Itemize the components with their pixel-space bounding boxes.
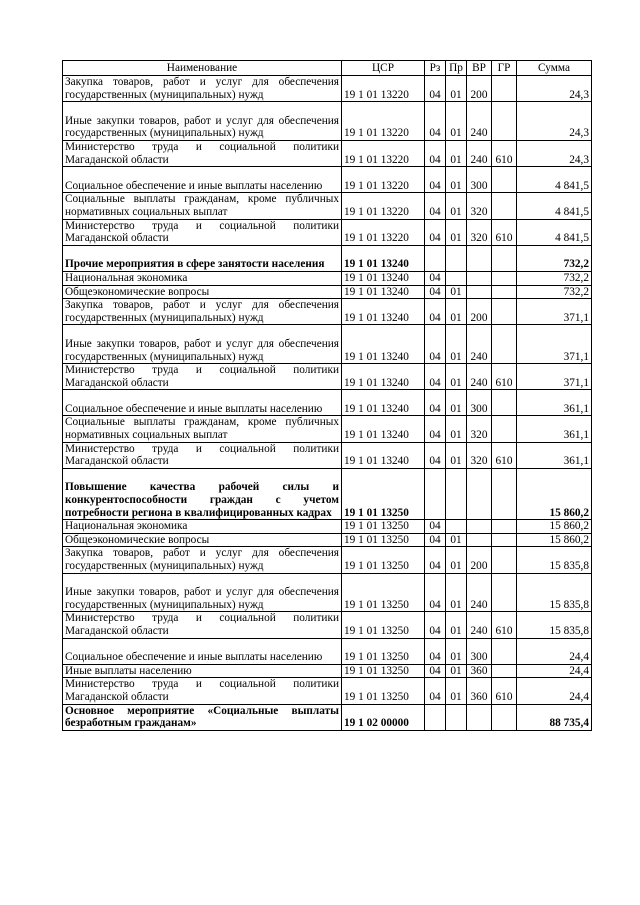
table-row — [63, 520, 592, 534]
row-vr — [467, 271, 492, 285]
row-gr — [492, 547, 517, 573]
row-vr — [467, 704, 492, 730]
row-sum: 24,3 — [517, 76, 592, 102]
row-csr: 19 1 01 13220 — [342, 167, 425, 193]
header-vr: ВР — [467, 61, 492, 76]
table-row — [63, 704, 592, 730]
row-rz: 04 — [425, 167, 446, 193]
row-sum: 371,1 — [517, 299, 592, 325]
row-sum: 361,1 — [517, 442, 592, 468]
row-sum: 24,3 — [517, 102, 592, 141]
row-name: Закупка товаров, работ и услуг для обеспечения государственных (муниципальных) нужд — [63, 547, 342, 573]
row-sum: 88 735,4 — [517, 704, 592, 730]
table-row — [63, 678, 592, 704]
budget-table — [62, 60, 592, 731]
row-pr: 01 — [446, 219, 467, 245]
row-sum: 732,2 — [517, 245, 592, 271]
table-row — [63, 285, 592, 299]
row-vr: 300 — [467, 390, 492, 416]
row-csr: 19 1 01 13220 — [342, 102, 425, 141]
table-row — [63, 245, 592, 271]
table-row — [63, 299, 592, 325]
table-body — [63, 76, 592, 731]
row-name: Министерство труда и социальной политики Магаданской области — [63, 140, 342, 166]
row-name: Повышение качества рабочей силы и конкурентоспособности граждан с учетом потребности региона в квалифицированных кадрах — [63, 468, 342, 519]
row-rz: 04 — [425, 219, 446, 245]
row-csr: 19 1 01 13240 — [342, 285, 425, 299]
row-rz — [425, 704, 446, 730]
row-vr: 240 — [467, 140, 492, 166]
table-row — [63, 167, 592, 193]
header-sum: Сумма — [517, 61, 592, 76]
row-csr: 19 1 01 13250 — [342, 664, 425, 678]
row-sum: 361,1 — [517, 416, 592, 442]
row-sum: 15 860,2 — [517, 533, 592, 547]
row-rz: 04 — [425, 325, 446, 364]
row-csr: 19 1 01 13250 — [342, 638, 425, 664]
row-rz: 04 — [425, 573, 446, 612]
row-gr — [492, 193, 517, 219]
row-gr — [492, 167, 517, 193]
row-sum: 15 860,2 — [517, 468, 592, 519]
row-rz: 04 — [425, 416, 446, 442]
row-vr: 240 — [467, 573, 492, 612]
row-pr: 01 — [446, 285, 467, 299]
row-gr: 610 — [492, 612, 517, 638]
row-pr: 01 — [446, 325, 467, 364]
header-row — [63, 61, 592, 76]
row-name: Иные закупки товаров, работ и услуг для обеспечения государственных (муниципальных) нужд — [63, 102, 342, 141]
row-vr — [467, 285, 492, 299]
row-name: Закупка товаров, работ и услуг для обеспечения государственных (муниципальных) нужд — [63, 299, 342, 325]
table-row — [63, 533, 592, 547]
row-sum: 24,4 — [517, 678, 592, 704]
row-vr: 300 — [467, 638, 492, 664]
row-gr: 610 — [492, 442, 517, 468]
row-rz: 04 — [425, 664, 446, 678]
row-rz: 04 — [425, 612, 446, 638]
row-pr — [446, 704, 467, 730]
row-pr: 01 — [446, 678, 467, 704]
row-pr — [446, 245, 467, 271]
row-gr — [492, 245, 517, 271]
table-row — [63, 573, 592, 612]
row-rz: 04 — [425, 193, 446, 219]
row-pr: 01 — [446, 193, 467, 219]
row-name: Общеэкономические вопросы — [63, 285, 342, 299]
row-rz: 04 — [425, 364, 446, 390]
row-name: Социальные выплаты гражданам, кроме публичных нормативных социальных выплат — [63, 193, 342, 219]
row-csr: 19 1 01 13250 — [342, 547, 425, 573]
row-gr — [492, 416, 517, 442]
row-csr: 19 1 01 13220 — [342, 76, 425, 102]
table-row — [63, 664, 592, 678]
row-pr: 01 — [446, 102, 467, 141]
row-rz: 04 — [425, 285, 446, 299]
row-pr — [446, 271, 467, 285]
row-name: Иные закупки товаров, работ и услуг для обеспечения государственных (муниципальных) нужд — [63, 573, 342, 612]
row-sum: 732,2 — [517, 285, 592, 299]
row-gr — [492, 704, 517, 730]
row-sum: 732,2 — [517, 271, 592, 285]
row-gr — [492, 299, 517, 325]
row-gr — [492, 573, 517, 612]
row-name: Министерство труда и социальной политики Магаданской области — [63, 219, 342, 245]
header-csr: ЦСР — [342, 61, 425, 76]
row-vr: 320 — [467, 416, 492, 442]
row-csr: 19 1 01 13220 — [342, 193, 425, 219]
row-sum: 4 841,5 — [517, 219, 592, 245]
row-name: Социальное обеспечение и иные выплаты населению — [63, 390, 342, 416]
row-name: Общеэкономические вопросы — [63, 533, 342, 547]
row-csr: 19 1 01 13240 — [342, 299, 425, 325]
row-csr: 19 1 02 00000 — [342, 704, 425, 730]
row-csr: 19 1 01 13240 — [342, 442, 425, 468]
row-gr — [492, 520, 517, 534]
row-sum: 15 835,8 — [517, 573, 592, 612]
table-row — [63, 325, 592, 364]
row-pr: 01 — [446, 612, 467, 638]
table-row — [63, 468, 592, 519]
row-pr: 01 — [446, 442, 467, 468]
row-rz: 04 — [425, 442, 446, 468]
table-row — [63, 140, 592, 166]
row-gr — [492, 325, 517, 364]
row-pr — [446, 520, 467, 534]
row-rz: 04 — [425, 520, 446, 534]
row-sum: 24,4 — [517, 638, 592, 664]
row-gr: 610 — [492, 678, 517, 704]
row-name: Министерство труда и социальной политики Магаданской области — [63, 442, 342, 468]
row-csr: 19 1 01 13240 — [342, 416, 425, 442]
row-csr: 19 1 01 13220 — [342, 219, 425, 245]
row-rz: 04 — [425, 678, 446, 704]
row-vr: 240 — [467, 102, 492, 141]
table-row — [63, 416, 592, 442]
row-pr: 01 — [446, 140, 467, 166]
row-vr — [467, 468, 492, 519]
row-vr: 320 — [467, 442, 492, 468]
row-csr: 19 1 01 13240 — [342, 390, 425, 416]
row-csr: 19 1 01 13220 — [342, 140, 425, 166]
row-csr: 19 1 01 13240 — [342, 271, 425, 285]
row-rz: 04 — [425, 638, 446, 664]
row-rz: 04 — [425, 140, 446, 166]
row-name: Национальная экономика — [63, 520, 342, 534]
row-sum: 15 835,8 — [517, 612, 592, 638]
row-gr — [492, 468, 517, 519]
row-gr — [492, 76, 517, 102]
row-name: Основное мероприятие «Социальные выплаты безработным гражданам» — [63, 704, 342, 730]
row-pr: 01 — [446, 416, 467, 442]
row-name: Социальные выплаты гражданам, кроме публичных нормативных социальных выплат — [63, 416, 342, 442]
row-gr: 610 — [492, 140, 517, 166]
row-vr: 300 — [467, 167, 492, 193]
row-sum: 15 835,8 — [517, 547, 592, 573]
row-rz — [425, 245, 446, 271]
row-sum: 4 841,5 — [517, 167, 592, 193]
row-name: Социальное обеспечение и иные выплаты населению — [63, 167, 342, 193]
row-pr: 01 — [446, 364, 467, 390]
row-vr: 320 — [467, 219, 492, 245]
row-sum: 24,4 — [517, 664, 592, 678]
table-row — [63, 193, 592, 219]
row-pr: 01 — [446, 573, 467, 612]
row-name: Социальное обеспечение и иные выплаты населению — [63, 638, 342, 664]
row-gr — [492, 102, 517, 141]
row-name: Закупка товаров, работ и услуг для обеспечения государственных (муниципальных) нужд — [63, 76, 342, 102]
row-rz: 04 — [425, 102, 446, 141]
row-pr: 01 — [446, 533, 467, 547]
row-rz: 04 — [425, 271, 446, 285]
row-pr: 01 — [446, 638, 467, 664]
row-sum: 15 860,2 — [517, 520, 592, 534]
row-csr: 19 1 01 13250 — [342, 520, 425, 534]
row-sum: 24,3 — [517, 140, 592, 166]
row-csr: 19 1 01 13250 — [342, 533, 425, 547]
row-vr: 240 — [467, 612, 492, 638]
row-pr: 01 — [446, 547, 467, 573]
table-row — [63, 219, 592, 245]
row-sum: 361,1 — [517, 390, 592, 416]
row-pr: 01 — [446, 167, 467, 193]
row-vr: 200 — [467, 299, 492, 325]
row-csr: 19 1 01 13240 — [342, 245, 425, 271]
row-csr: 19 1 01 13250 — [342, 612, 425, 638]
table-row — [63, 364, 592, 390]
row-vr — [467, 245, 492, 271]
row-sum: 371,1 — [517, 325, 592, 364]
row-csr: 19 1 01 13240 — [342, 325, 425, 364]
table-row — [63, 76, 592, 102]
row-sum: 4 841,5 — [517, 193, 592, 219]
table-row — [63, 102, 592, 141]
row-pr: 01 — [446, 664, 467, 678]
row-rz: 04 — [425, 547, 446, 573]
header-name: Наименование — [63, 61, 342, 76]
row-vr: 320 — [467, 193, 492, 219]
table-row — [63, 390, 592, 416]
table-row — [63, 442, 592, 468]
row-gr — [492, 533, 517, 547]
row-pr: 01 — [446, 299, 467, 325]
row-name: Национальная экономика — [63, 271, 342, 285]
row-gr: 610 — [492, 219, 517, 245]
row-rz: 04 — [425, 299, 446, 325]
row-vr — [467, 520, 492, 534]
row-csr: 19 1 01 13250 — [342, 468, 425, 519]
row-vr — [467, 533, 492, 547]
header-pr: Пр — [446, 61, 467, 76]
table-row — [63, 612, 592, 638]
row-name: Министерство труда и социальной политики Магаданской области — [63, 612, 342, 638]
row-csr: 19 1 01 13250 — [342, 678, 425, 704]
table-row — [63, 638, 592, 664]
row-vr: 200 — [467, 547, 492, 573]
row-name: Иные выплаты населению — [63, 664, 342, 678]
header-gr: ГР — [492, 61, 517, 76]
row-rz: 04 — [425, 390, 446, 416]
row-gr — [492, 638, 517, 664]
header-rz: Рз — [425, 61, 446, 76]
row-gr: 610 — [492, 364, 517, 390]
row-rz: 04 — [425, 76, 446, 102]
row-rz — [425, 468, 446, 519]
row-name: Министерство труда и социальной политики Магаданской области — [63, 364, 342, 390]
table-row — [63, 547, 592, 573]
table-row — [63, 271, 592, 285]
row-csr: 19 1 01 13240 — [342, 364, 425, 390]
row-rz: 04 — [425, 533, 446, 547]
row-pr: 01 — [446, 390, 467, 416]
row-csr: 19 1 01 13250 — [342, 573, 425, 612]
row-name: Министерство труда и социальной политики Магаданской области — [63, 678, 342, 704]
row-vr: 360 — [467, 664, 492, 678]
row-gr — [492, 285, 517, 299]
row-name: Прочие мероприятия в сфере занятости населения — [63, 245, 342, 271]
row-vr: 240 — [467, 325, 492, 364]
row-gr — [492, 664, 517, 678]
row-pr: 01 — [446, 76, 467, 102]
row-gr — [492, 271, 517, 285]
row-vr: 200 — [467, 76, 492, 102]
row-vr: 240 — [467, 364, 492, 390]
row-pr — [446, 468, 467, 519]
row-sum: 371,1 — [517, 364, 592, 390]
row-vr: 360 — [467, 678, 492, 704]
row-gr — [492, 390, 517, 416]
row-name: Иные закупки товаров, работ и услуг для обеспечения государственных (муниципальных) нужд — [63, 325, 342, 364]
